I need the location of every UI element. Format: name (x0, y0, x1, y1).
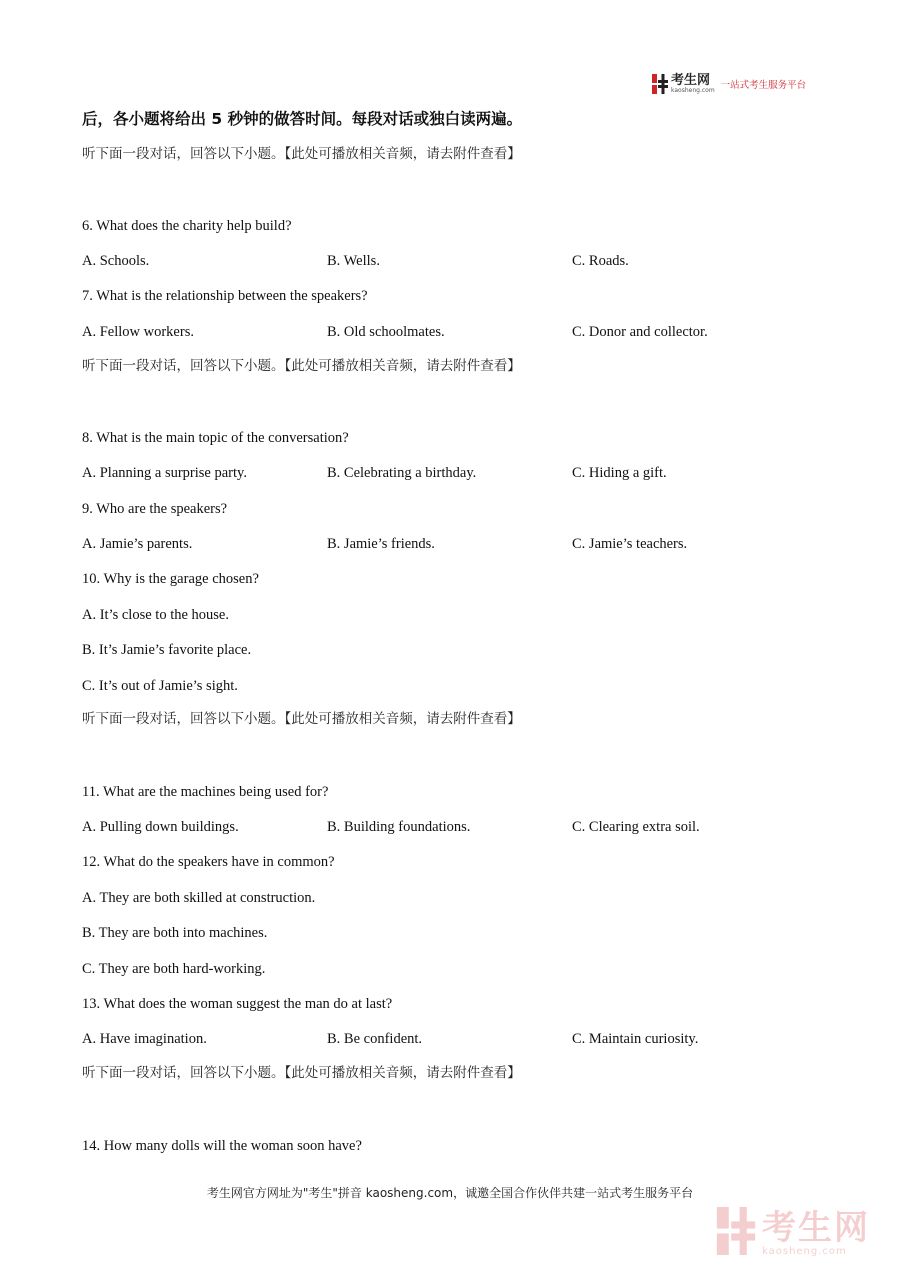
question-options (82, 325, 822, 343)
option-c: C. Jamie’s teachers. (572, 536, 688, 552)
section-instruction: 后，各小题将给出 5 秒钟的做答时间。每段对话或独白读两遍。 (82, 110, 523, 128)
option-b: B. Building foundations. (327, 819, 471, 835)
watermark-domain: kaosheng.com (762, 1245, 847, 1257)
option-a: A. It’s close to the house. (82, 607, 229, 623)
logo-domain: kaosheng.com (671, 87, 715, 94)
watermark-name: 考生网 (762, 1207, 870, 1248)
question-options (82, 1032, 822, 1050)
question-stem: 14. How many dolls will the woman soon have? (82, 1138, 362, 1154)
option-b: B. Be confident. (327, 1031, 423, 1047)
question-stem: 10. Why is the garage chosen? (82, 571, 259, 587)
logo-name: 考生网 (671, 73, 711, 88)
logo-slogan: 一站式考生服务平台 (720, 80, 807, 91)
option-c: C. Roads. (572, 253, 629, 269)
option-a: A. They are both skilled at construction. (82, 890, 316, 906)
option-c: C. They are both hard-working. (82, 961, 266, 977)
option-b: B. Jamie’s friends. (327, 536, 435, 552)
option-a: A. Jamie’s parents. (82, 536, 193, 552)
option-a: A. Schools. (82, 253, 150, 269)
option-a: A. Have imagination. (82, 1031, 207, 1047)
option-b: B. Old schoolmates. (327, 324, 445, 340)
option-c: C. Hiding a gift. (572, 465, 667, 481)
audio-notice: 听下面一段对话，回答以下小题。【此处可播放相关音频，请去附件查看】 (82, 146, 521, 162)
question-options (82, 820, 822, 838)
audio-notice: 听下面一段对话，回答以下小题。【此处可播放相关音频，请去附件查看】 (82, 711, 521, 727)
question-stem: 7. What is the relationship between the speakers? (82, 288, 368, 304)
option-c: C. Donor and collector. (572, 324, 708, 340)
footer-note: 考生网官方网址为"考生"拼音 kaosheng.com，诚邀全国合作伙伴共建一站式考生服务平台 (206, 1186, 694, 1200)
option-a: A. Planning a surprise party. (82, 465, 247, 481)
question-stem: 9. Who are the speakers? (82, 501, 228, 517)
question-options (82, 466, 822, 484)
question-stem: 11. What are the machines being used for? (82, 784, 329, 800)
watermark-logo-icon (716, 1207, 756, 1260)
question-stem: 6. What does the charity help build? (82, 218, 292, 234)
question-options (82, 254, 822, 272)
option-b: B. They are both into machines. (82, 925, 268, 941)
question-stem: 12. What do the speakers have in common? (82, 854, 335, 870)
option-c: C. It’s out of Jamie’s sight. (82, 678, 238, 694)
audio-notice: 听下面一段对话，回答以下小题。【此处可播放相关音频，请去附件查看】 (82, 358, 521, 374)
option-c: C. Maintain curiosity. (572, 1031, 699, 1047)
option-b: B. It’s Jamie’s favorite place. (82, 642, 252, 658)
watermark (716, 1207, 870, 1260)
option-a: A. Pulling down buildings. (82, 819, 239, 835)
header-logo (652, 72, 806, 96)
option-c: C. Clearing extra soil. (572, 819, 700, 835)
audio-notice: 听下面一段对话，回答以下小题。【此处可播放相关音频，请去附件查看】 (82, 1065, 521, 1081)
kaosheng-logo-icon (652, 74, 668, 94)
option-b: B. Celebrating a birthday. (327, 465, 477, 481)
question-options (82, 537, 822, 555)
option-b: B. Wells. (327, 253, 380, 269)
question-stem: 8. What is the main topic of the conversation? (82, 430, 349, 446)
question-stem: 13. What does the woman suggest the man do at last? (82, 996, 393, 1012)
option-a: A. Fellow workers. (82, 324, 194, 340)
